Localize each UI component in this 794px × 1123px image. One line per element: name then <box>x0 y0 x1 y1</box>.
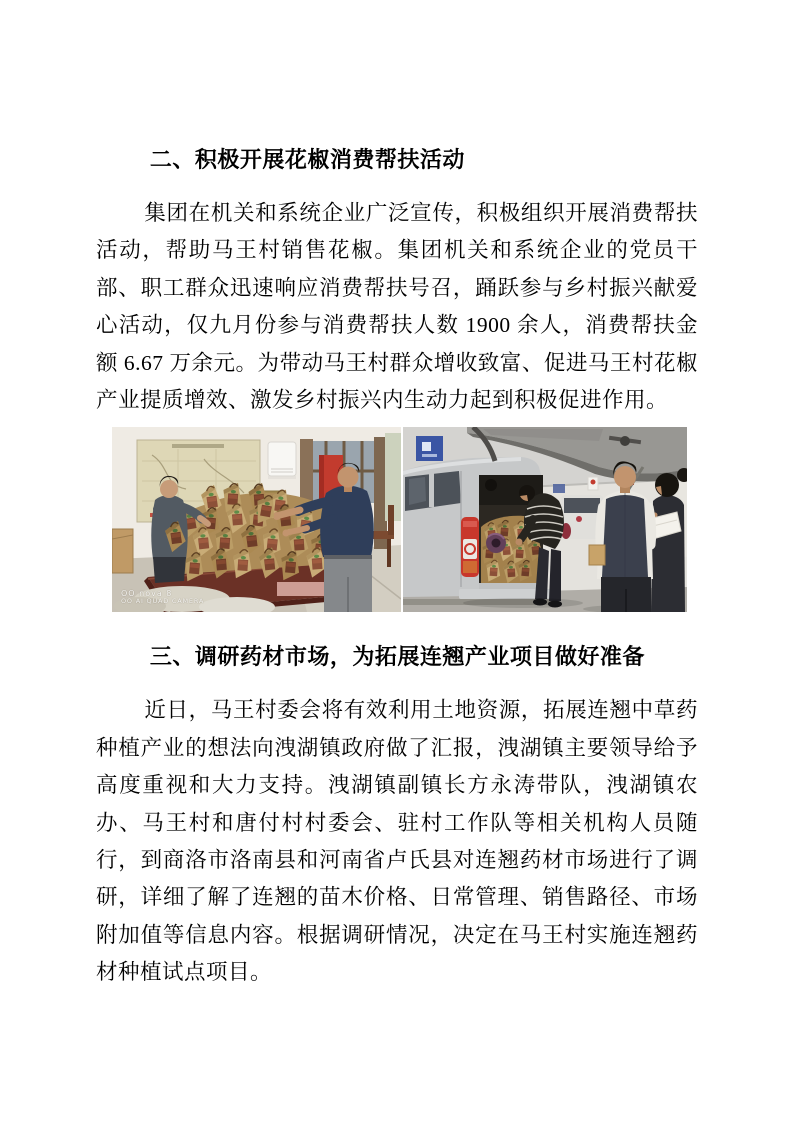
photo-van-loading <box>403 427 687 612</box>
camera-watermark <box>121 589 204 606</box>
photo-row <box>112 427 698 612</box>
photo-van-loading-illustration <box>403 427 687 612</box>
watermark-line-2: OO AI QUAD CAMERA <box>121 596 205 605</box>
watermark-line-1: OO nova 8 <box>121 588 173 598</box>
section-3-paragraph: 近日，马王村委会将有效利用土地资源，拓展连翘中草药种植产业的想法向洩湖镇政府做了汇报，洩湖镇主要领导给予高度重视和大力支持。洩湖镇副镇长方永涛带队，洩湖镇农办、马王村和唐付村村委会、驻村工作队等相关机构人员随行，到商洛市洛南县和河南省卢氏县对连翘药材市场进行了调研，详细了解了连翘的苗木价格、日常管理、销售路径、市场附加值等信息内容。根据调研情况，决定在马王村实施连翘药材种植试点项目。 <box>96 698 698 985</box>
section-heading-3: 三、调研药材市场，为拓展连翘产业项目做好准备 <box>149 644 645 670</box>
section-2-paragraph: 集团在机关和系统企业广泛宣传，积极组织开展消费帮扶活动，帮助马王村销售花椒。集团机关和系统企业的党员干部、职工群众迅速响应消费帮扶号召，踊跃参与乡村振兴献爱心活动，仅九月份参与消费帮扶人数 1900 余人，消费帮扶金额 6.67 万余元。为带动马王村群众增收致富、促进马王村花椒产业提质增效、激发乡村振兴内生动力起到积极促进作用。 <box>96 201 698 413</box>
photo-packing-bags-illustration <box>112 427 401 612</box>
photo-packing-bags <box>112 427 401 612</box>
section-heading-2: 二、积极开展花椒消费帮扶活动 <box>149 147 465 172</box>
